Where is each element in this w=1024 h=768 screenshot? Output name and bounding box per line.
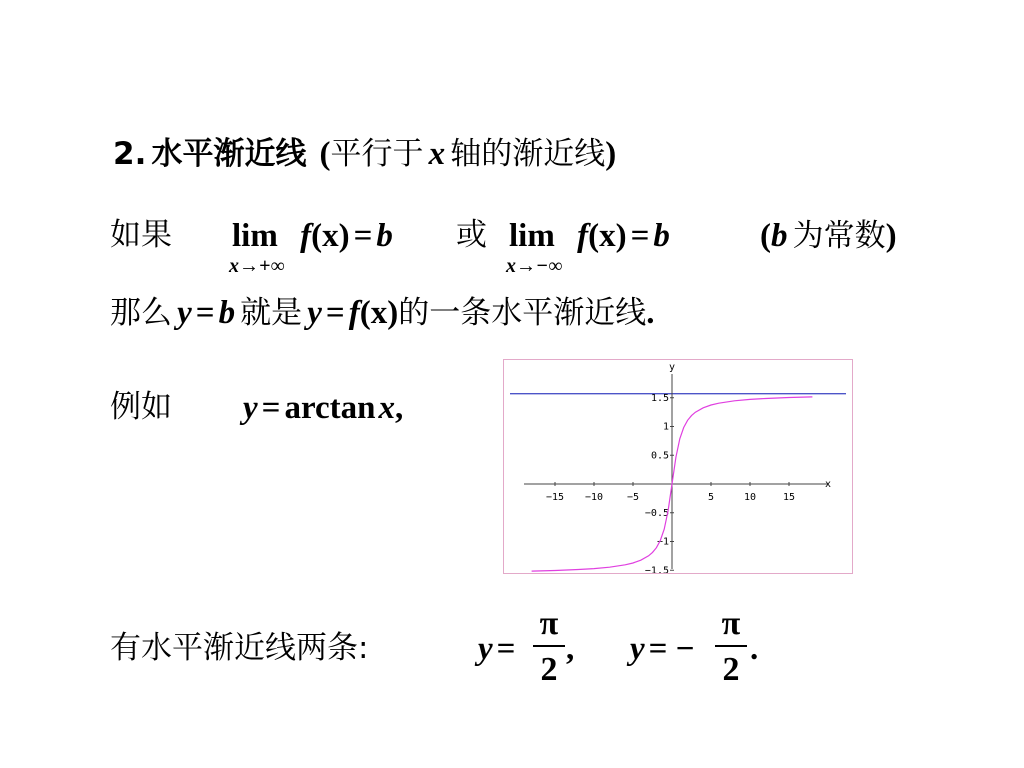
conclusion-line: [110, 297, 654, 330]
x-tick-label: −5: [626, 492, 640, 503]
lim-plus: lim: [232, 218, 278, 254]
lim-minus-subscript: x→−∞: [506, 255, 563, 277]
fraction2-denominator: 2: [722, 651, 740, 688]
example-formula: [243, 392, 403, 425]
y-tick-label: −1: [656, 536, 669, 548]
x-tick-label: −15: [545, 492, 565, 503]
result-period: .: [750, 631, 759, 667]
lim-plus-equals: =: [353, 218, 373, 254]
conclusion-eq2: =: [325, 295, 345, 331]
example-line: [110, 389, 172, 425]
example-lead: 例如: [110, 389, 172, 425]
fraction2-numerator: π: [721, 605, 741, 642]
result-lead: 有水平渐近线两条:: [110, 630, 369, 666]
conclusion-b: b: [218, 295, 236, 331]
definition-lead: 如果: [110, 217, 172, 253]
definition-line: [110, 217, 172, 253]
conclusion-arg: (x): [359, 295, 399, 331]
note-paren-open: (: [760, 218, 771, 254]
section-heading: [113, 138, 616, 171]
x-tick-label: 5: [707, 492, 715, 503]
limit-plus-expression: [232, 220, 393, 253]
y-axis-label: y: [669, 362, 676, 373]
conclusion-text2: 的一条水平渐近线: [398, 295, 647, 331]
result-y1: y: [478, 631, 493, 667]
y-tick-label: −0.5: [644, 507, 669, 519]
conclusion-lead: 那么: [110, 295, 172, 331]
lim-minus-b: b: [653, 218, 670, 254]
result-eq2: = −: [648, 631, 695, 667]
conclusion-y1: y: [177, 295, 192, 331]
arctan-plot-svg: [504, 360, 852, 573]
example-func: arctan: [284, 390, 376, 426]
conclusion-text1: 就是: [240, 295, 303, 331]
conclusion-eq1: =: [195, 295, 215, 331]
y-tick-label: 1: [662, 421, 669, 433]
example-comma: ,: [395, 390, 404, 426]
conclusion-period: .: [646, 295, 655, 331]
lim-plus-subscript: x→+∞: [229, 255, 285, 277]
example-equals: =: [261, 390, 281, 426]
y-tick-label: 0.5: [650, 450, 669, 462]
x-axis-label: x: [825, 479, 832, 490]
fraction1-numerator: π: [539, 605, 559, 642]
y-tick-label: −1.5: [644, 565, 669, 573]
heading-paren-close: ): [605, 136, 617, 172]
lim-minus-equals: =: [630, 218, 650, 254]
heading-paren-open: (: [319, 136, 331, 172]
lim-plus-arg: (x): [311, 218, 350, 254]
heading-paren-text-2: 轴的渐近线: [450, 136, 606, 172]
note-text: 为常数: [792, 218, 886, 254]
conclusion-f: f: [348, 295, 360, 331]
constant-note: [760, 220, 897, 253]
lim-minus-f: f: [577, 218, 589, 254]
note-var-b: b: [771, 218, 788, 254]
lim-minus-arg: (x): [588, 218, 627, 254]
heading-var-x: x: [428, 136, 446, 172]
x-tick-label: 10: [743, 492, 757, 503]
lim-minus: lim: [509, 218, 555, 254]
lim-plus-b: b: [376, 218, 393, 254]
fraction-neg-pi-over-2: [715, 607, 747, 687]
conclusion-y2: y: [307, 295, 322, 331]
example-var: x: [378, 390, 396, 426]
lim-plus-f: f: [300, 218, 312, 254]
fraction1-denominator: 2: [540, 651, 558, 688]
result-y2: y: [630, 631, 645, 667]
note-paren-close: ): [885, 218, 897, 254]
heading-paren-text-1: 平行于: [330, 136, 424, 172]
result-y2-eq: [630, 633, 699, 666]
x-tick-label: 15: [782, 492, 796, 503]
example-y: y: [243, 390, 258, 426]
section-number: 2.: [113, 136, 147, 172]
result-y1-eq: [478, 633, 519, 666]
x-tick-label: −10: [584, 492, 604, 503]
result-eq1: =: [496, 631, 516, 667]
fraction-pi-over-2: [533, 607, 565, 687]
section-title: 水平渐近线: [151, 136, 307, 172]
y-tick-label: 1.5: [650, 392, 669, 404]
limit-minus-expression: [509, 220, 670, 253]
definition-or: 或: [456, 217, 487, 253]
result-comma: ,: [566, 631, 575, 667]
arctan-plot: [503, 359, 853, 574]
